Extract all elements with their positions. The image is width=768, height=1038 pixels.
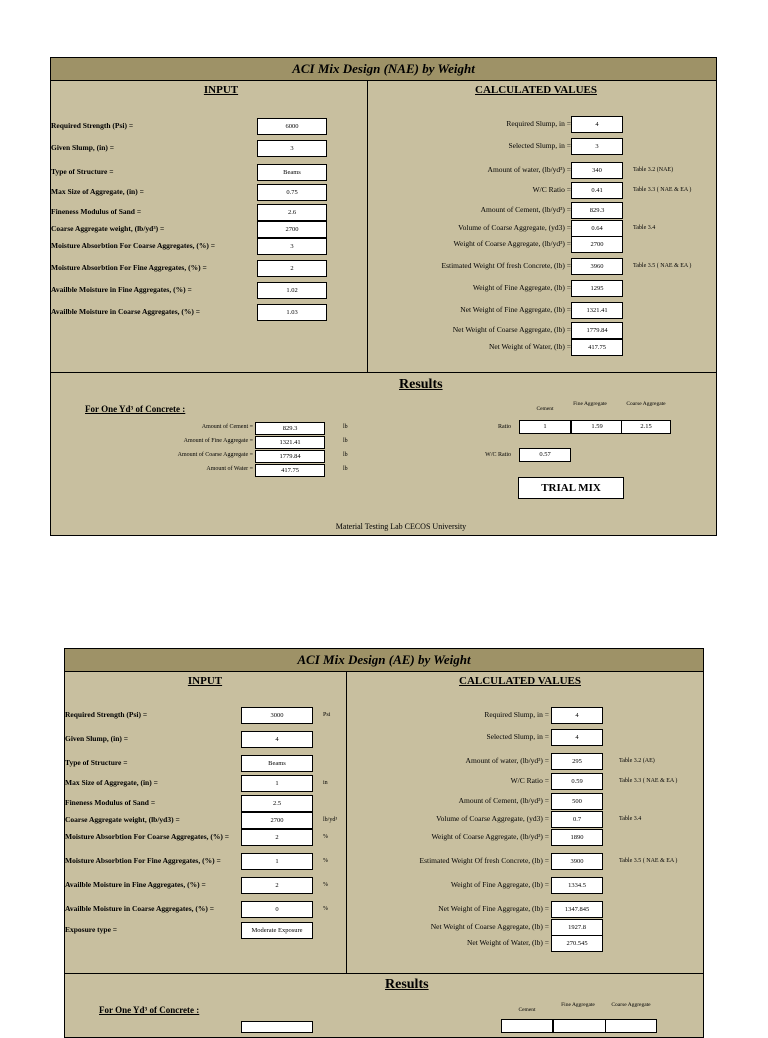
calc-label: W/C Ratio = (510, 776, 549, 785)
calc-value: 340 (571, 162, 623, 179)
input-value-field[interactable]: Beams (257, 164, 327, 181)
input-value-field[interactable]: 2.5 (241, 795, 313, 812)
section-divider (65, 973, 703, 974)
per-cubic-yard-label: For One Yd³ of Concrete : (85, 404, 186, 414)
sheet-title: ACI Mix Design (AE) by Weight (65, 649, 703, 672)
calc-value: 1890 (551, 829, 603, 846)
input-label: Availble Moisture in Coarse Aggregates, (%) = (65, 904, 215, 913)
input-label: Fineness Modulus of Sand = (51, 207, 142, 216)
ratio-header-cement: Cement (518, 1007, 536, 1013)
input-label: Required Strength (Psi) = (51, 121, 134, 130)
ratio-header-fine: Fine Aggregate (561, 1002, 595, 1008)
calc-value: 270.545 (551, 935, 603, 952)
amount-value: 829.3 (255, 422, 325, 435)
calc-value: 829.3 (571, 202, 623, 219)
calculated-values-header: CALCULATED VALUES (475, 84, 597, 96)
amount-value: 1321.41 (255, 436, 325, 449)
footer-credit: Material Testing Lab CECOS University (335, 522, 467, 531)
calc-value: 417.75 (571, 339, 623, 356)
calc-value: 1927.8 (551, 919, 603, 936)
input-label: Moisture Absorbtion For Fine Aggregates, (%) = (65, 856, 221, 865)
results-title: Results (385, 977, 429, 992)
calc-label: Required Slump, in = (484, 710, 549, 719)
amount-unit: lb (343, 452, 348, 458)
calc-label: Amount of water, (lb/yd³) = (487, 165, 571, 174)
amount-label: Amount of Water = (206, 466, 253, 472)
per-cubic-yard-label: For One Yd³ of Concrete : (99, 1005, 200, 1015)
input-label: Type of Structure = (65, 758, 128, 767)
mix-design-sheet-nae (50, 57, 717, 536)
input-value-field[interactable]: 0.75 (257, 184, 327, 201)
input-label: Availble Moisture in Fine Aggregates, (%) = (51, 285, 192, 294)
input-label: Coarse Aggregate weight, (lb/yd3) = (65, 815, 180, 824)
amount-label: Amount of Cement = (201, 424, 253, 430)
input-label: Type of Structure = (51, 167, 114, 176)
input-header: INPUT (187, 675, 223, 687)
ratio-fine (553, 1019, 607, 1033)
input-unit: lb/yd³ (323, 817, 338, 823)
calc-value: 0.41 (571, 182, 623, 199)
section-divider (51, 372, 716, 373)
calc-label: Net Weight of Coarse Aggregate, (lb) = (452, 325, 571, 334)
calc-label: Volume of Coarse Aggregate, (yd3) = (458, 223, 571, 232)
input-value-field[interactable]: 6000 (257, 118, 327, 135)
calc-label: Net Weight of Fine Aggregate, (lb) = (438, 904, 549, 913)
calc-label: Selected Slump, in = (508, 141, 571, 150)
input-unit: % (323, 882, 328, 888)
calc-label: Volume of Coarse Aggregate, (yd3) = (436, 814, 549, 823)
wc-ratio-label: W/C Ratio (485, 452, 511, 458)
ratio-header-cement: Cement (536, 406, 554, 412)
trial-mix-button[interactable]: TRIAL MIX (518, 477, 624, 499)
amount-value: 417.75 (255, 464, 325, 477)
calc-label: Net Weight of Water, (lb) = (488, 342, 571, 351)
table-reference: Table 3.2 (NAE) (633, 167, 674, 173)
input-unit: Psi (323, 712, 331, 718)
input-label: Moisture Absorbtion For Coarse Aggregates, (%) = (51, 241, 216, 250)
calc-value: 4 (551, 707, 603, 724)
ratio-cement: 1 (519, 420, 571, 434)
calc-label: Weight of Coarse Aggregate, (lb/yd³) = (453, 239, 571, 248)
input-value-field[interactable]: 2 (257, 260, 327, 277)
calc-value: 3960 (571, 258, 623, 275)
calc-label: Estimated Weight Of fresh Concrete, (lb) = (441, 261, 571, 270)
ratio-label: Ratio (498, 424, 511, 430)
amount-cement-field (241, 1021, 313, 1033)
input-value-field[interactable]: 4 (241, 731, 313, 748)
ratio-header-fine: Fine Aggregate (573, 401, 607, 407)
calc-label: W/C Ratio = (532, 185, 571, 194)
input-value-field[interactable]: 1.02 (257, 282, 327, 299)
mix-design-sheet-ae (64, 648, 704, 1038)
column-divider (346, 671, 347, 973)
input-value-field[interactable]: Moderate Exposure (241, 922, 313, 939)
input-label: Given Slump, (in) = (65, 734, 129, 743)
calc-label: Weight of Coarse Aggregate, (lb/yd³) = (431, 832, 549, 841)
input-label: Given Slump, (in) = (51, 143, 115, 152)
input-header: INPUT (203, 84, 239, 96)
table-reference: Table 3.5 ( NAE & EA ) (633, 263, 692, 269)
calc-value: 1321.41 (571, 302, 623, 319)
table-reference: Table 3.4 (619, 816, 642, 822)
input-value-field[interactable]: 3 (257, 238, 327, 255)
calc-value: 4 (571, 116, 623, 133)
calc-label: Selected Slump, in = (486, 732, 549, 741)
input-value-field[interactable]: 1.03 (257, 304, 327, 321)
calc-label: Required Slump, in = (506, 119, 571, 128)
calc-label: Amount of water, (lb/yd³) = (465, 756, 549, 765)
input-unit: % (323, 834, 328, 840)
input-label: Required Strength (Psi) = (65, 710, 148, 719)
ratio-coarse (605, 1019, 657, 1033)
ratio-header-coarse: Coarse Aggregate (626, 401, 666, 407)
input-label: Max Size of Aggregate, (in) = (65, 778, 158, 787)
amount-unit: lb (343, 424, 348, 430)
ratio-header-coarse: Coarse Aggregate (611, 1002, 651, 1008)
calc-label: Amount of Cement, (lb/yd³) = (458, 796, 549, 805)
input-label: Moisture Absorbtion For Coarse Aggregates, (%) = (65, 832, 230, 841)
input-value-field[interactable]: 1 (241, 775, 313, 792)
calc-value: 0.64 (571, 220, 623, 237)
input-value-field[interactable]: 1 (241, 853, 313, 870)
wc-ratio-value: 0.57 (519, 448, 571, 462)
table-reference: Table 3.2 (AE) (619, 758, 655, 764)
calc-label: Weight of Fine Aggregate, (lb) = (472, 283, 571, 292)
amount-unit: lb (343, 438, 348, 444)
input-unit: % (323, 858, 328, 864)
calc-label: Weight of Fine Aggregate, (lb) = (450, 880, 549, 889)
calc-value: 3 (571, 138, 623, 155)
input-value-field[interactable]: 3 (257, 140, 327, 157)
calc-label: Net Weight of Fine Aggregate, (lb) = (460, 305, 571, 314)
sheet-title: ACI Mix Design (NAE) by Weight (51, 58, 716, 81)
calc-value: 4 (551, 729, 603, 746)
calc-value: 0.7 (551, 811, 603, 828)
input-unit: in (323, 780, 328, 786)
input-value-field[interactable]: 2700 (257, 221, 327, 238)
table-reference: Table 3.4 (633, 225, 656, 231)
calc-label: Amount of Cement, (lb/yd³) = (480, 205, 571, 214)
calc-value: 1295 (571, 280, 623, 297)
amount-unit: lb (343, 466, 348, 472)
input-label: Max Size of Aggregate, (in) = (51, 187, 144, 196)
calc-value: 0.59 (551, 773, 603, 790)
input-value-field[interactable]: 2 (241, 829, 313, 846)
table-reference: Table 3.3 ( NAE & EA ) (619, 778, 678, 784)
input-label: Fineness Modulus of Sand = (65, 798, 156, 807)
calc-value: 2700 (571, 236, 623, 253)
ratio-fine: 1.59 (571, 420, 623, 434)
results-title: Results (399, 377, 443, 392)
calc-value: 500 (551, 793, 603, 810)
input-value-field[interactable]: 3000 (241, 707, 313, 724)
calc-value: 295 (551, 753, 603, 770)
table-reference: Table 3.5 ( NAE & EA ) (619, 858, 678, 864)
amount-value: 1779.84 (255, 450, 325, 463)
calculated-values-header: CALCULATED VALUES (459, 675, 581, 687)
input-label: Availble Moisture in Fine Aggregates, (%) = (65, 880, 206, 889)
column-divider (367, 80, 368, 372)
calc-label: Net Weight of Water, (lb) = (466, 938, 549, 947)
calc-label: Net Weight of Coarse Aggregate, (lb) = (430, 922, 549, 931)
input-label: Exposure type = (65, 925, 118, 934)
ratio-cement (501, 1019, 553, 1033)
calc-value: 3900 (551, 853, 603, 870)
calc-value: 1347.845 (551, 901, 603, 918)
input-value-field[interactable]: 2.6 (257, 204, 327, 221)
input-label: Availble Moisture in Coarse Aggregates, (%) = (51, 307, 201, 316)
calc-value: 1779.84 (571, 322, 623, 339)
amount-label: Amount of Fine Aggregate = (183, 438, 253, 444)
ratio-coarse: 2.15 (621, 420, 671, 434)
table-reference: Table 3.3 ( NAE & EA ) (633, 187, 692, 193)
amount-label: Amount of Coarse Aggregate = (177, 452, 253, 458)
calc-value: 1334.5 (551, 877, 603, 894)
input-value-field[interactable]: 2700 (241, 812, 313, 829)
input-value-field[interactable]: Beams (241, 755, 313, 772)
input-value-field[interactable]: 0 (241, 901, 313, 918)
input-label: Coarse Aggregate weight, (lb/yd³) = (51, 224, 165, 233)
input-value-field[interactable]: 2 (241, 877, 313, 894)
input-label: Moisture Absorbtion For Fine Aggregates, (%) = (51, 263, 207, 272)
input-unit: % (323, 906, 328, 912)
calc-label: Estimated Weight Of fresh Concrete, (lb) = (419, 856, 549, 865)
